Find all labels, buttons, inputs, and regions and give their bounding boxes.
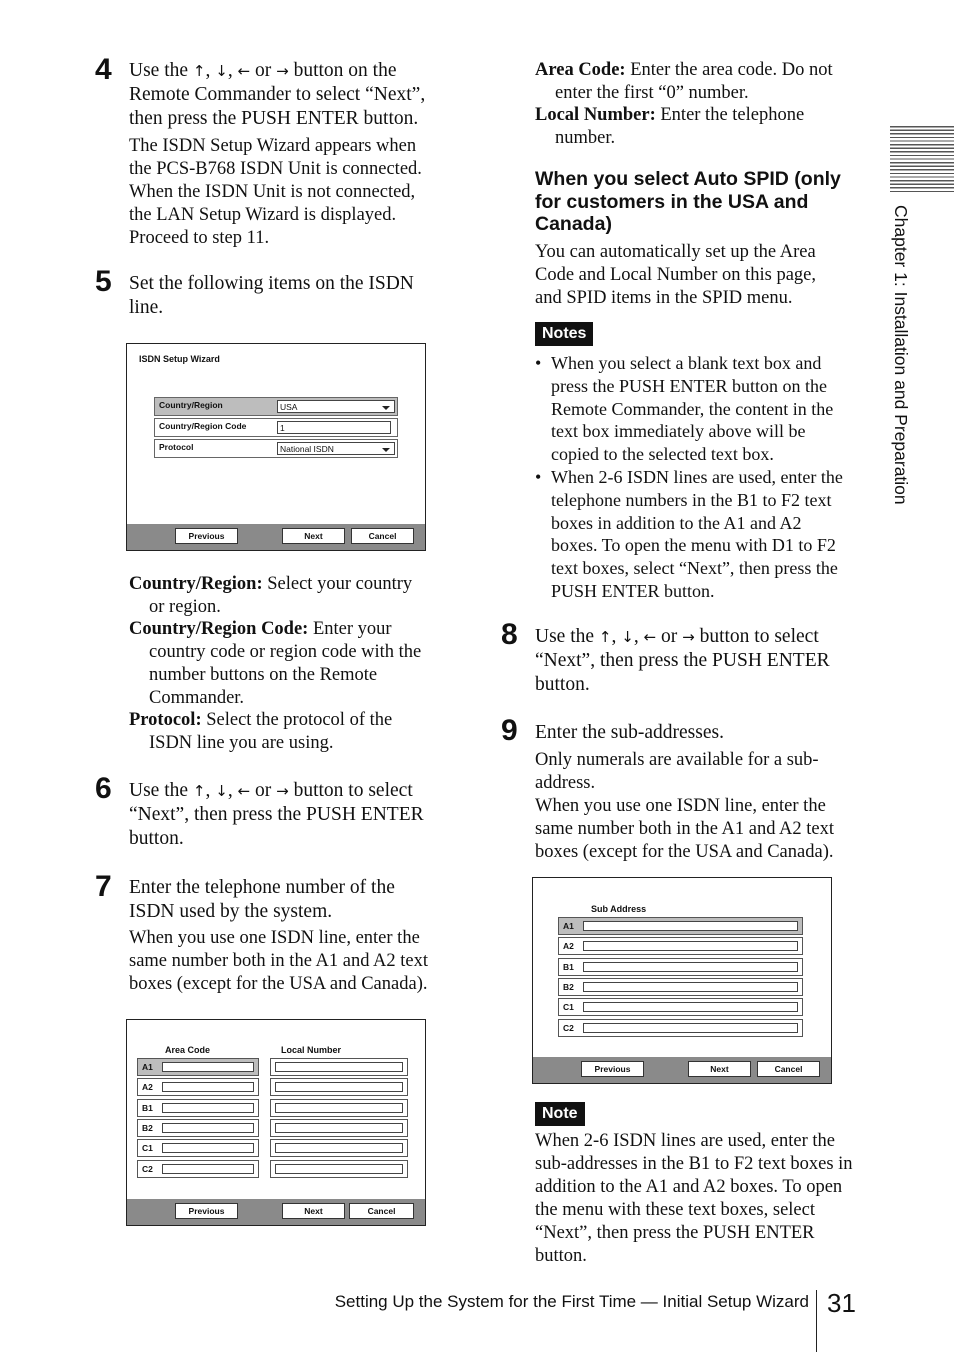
left-arrow-icon: ←	[643, 628, 657, 646]
sub-address-row[interactable]	[558, 1019, 803, 1037]
step-8: Use the ↑, ↓, ← or → button to select “Next”, then press the PUSH ENTER button.	[535, 626, 830, 695]
local-number-input[interactable]	[275, 1103, 403, 1113]
note-badge: Note	[535, 1102, 585, 1126]
country-region-code-input[interactable]: 1	[277, 421, 391, 434]
row-label: A2	[563, 941, 574, 952]
row-label: A1	[142, 1062, 153, 1072]
area-code-input[interactable]	[162, 1062, 254, 1072]
row-label: B1	[142, 1102, 153, 1113]
step-7: Enter the telephone number of the ISDN used by the system. When you use one ISDN line, enter the same number both in the A1 and A2 text boxes (except for the USA and Canada).	[129, 877, 429, 994]
sub-address-row[interactable]	[558, 958, 803, 976]
area-code-input[interactable]	[162, 1143, 254, 1153]
area-code-input[interactable]	[162, 1164, 254, 1174]
sub-address-row[interactable]	[558, 978, 803, 996]
previous-button[interactable]: Previous	[175, 528, 238, 544]
area-code-header: Area Code	[165, 1045, 211, 1055]
step-4: Use the ↑, ↓, ← or → button on the Remote Commander to select “Next”, then press the PUSH ENTER button. The ISDN Setup Wizard appears when the PCS-B768 ISDN Unit is connected. When the ISDN Unit is not connected, the LAN Setup Wizard is displayed. Proceed to step 11.	[129, 60, 426, 248]
sub-address-input[interactable]	[583, 982, 798, 992]
down-arrow-icon: ↓	[215, 62, 228, 80]
area-code-row[interactable]	[137, 1139, 259, 1157]
local-number-row[interactable]	[270, 1078, 408, 1096]
sub-address-row[interactable]	[558, 998, 803, 1016]
down-arrow-icon: ↓	[215, 782, 228, 800]
next-button[interactable]: Next	[688, 1061, 751, 1077]
next-button[interactable]: Next	[282, 1203, 345, 1219]
local-number-input[interactable]	[275, 1143, 403, 1153]
step-number-4: 4	[95, 53, 112, 86]
local-number-row[interactable]	[270, 1099, 408, 1117]
auto-spid-section: When you select Auto SPID (only for customers in the USA and Canada) You can automatically set up the Area Code and Local Number on this page, and SPID items in the SPID menu.	[535, 168, 865, 310]
local-number-row[interactable]	[270, 1119, 408, 1137]
down-arrow-icon: ↓	[621, 628, 634, 646]
row-label: B2	[142, 1122, 153, 1133]
note-item: • When you select a blank text box and press the PUSH ENTER button on the Remote Commander, the content in the text box immediately above will be copied to the selected text box.	[535, 352, 865, 466]
sub-address-header: Sub Address	[591, 904, 647, 914]
row-label: A1	[563, 921, 574, 931]
step-5-definitions: Country/Region: Select your country or region. Country/Region Code: Enter your country code or region code with the number buttons on the Remote Commander. Protocol: Select the protocol of the ISDN line you are using.	[129, 574, 422, 753]
auto-spid-heading: When you select Auto SPID (only	[535, 168, 841, 190]
country-region-select[interactable]: USA	[277, 400, 395, 413]
cancel-button[interactable]: Cancel	[349, 1203, 414, 1219]
previous-button[interactable]: Previous	[175, 1203, 238, 1219]
page-number: 31	[827, 1288, 856, 1318]
chevron-down-icon	[382, 448, 390, 452]
up-arrow-icon: ↑	[598, 628, 612, 646]
dialog-footer	[127, 524, 425, 550]
area-code-input[interactable]	[162, 1123, 254, 1133]
area-local-definitions: Area Code: Enter the area code. Do not enter the first “0” number. Local Number: Enter the telephone number.	[535, 60, 833, 149]
sub-address-row[interactable]	[558, 917, 803, 935]
notes-section	[535, 322, 865, 603]
local-number-input[interactable]	[275, 1164, 403, 1174]
right-arrow-icon: →	[682, 628, 695, 646]
area-code-row[interactable]	[137, 1078, 259, 1096]
next-button[interactable]: Next	[282, 528, 345, 544]
row-label: C2	[563, 1022, 574, 1033]
step-9: Enter the sub-addresses. Only numerals are available for a sub- address. When you use one ISDN line, enter the same number both in the A1 and A2 text boxes (except for the USA and Canada).	[535, 722, 835, 862]
step-number-8: 8	[501, 618, 518, 651]
row-label: B2	[563, 981, 574, 992]
step-5: Set the following items on the ISDN line.	[129, 273, 414, 318]
chevron-down-icon	[382, 406, 390, 410]
local-number-row[interactable]	[270, 1058, 408, 1076]
telephone-number-dialog	[126, 1019, 426, 1226]
cancel-button[interactable]: Cancel	[351, 528, 414, 544]
protocol-row[interactable]: Protocol National ISDN	[154, 439, 398, 458]
country-region-row[interactable]: Country/Region USA	[154, 397, 398, 416]
local-number-row[interactable]	[270, 1139, 408, 1157]
sub-address-input[interactable]	[583, 962, 798, 972]
right-arrow-icon: →	[276, 62, 289, 80]
step-6: Use the ↑, ↓, ← or → button to select “Next”, then press the PUSH ENTER button.	[129, 780, 424, 849]
sub-address-row[interactable]	[558, 937, 803, 955]
local-number-input[interactable]	[275, 1082, 403, 1092]
step-number-9: 9	[501, 714, 518, 747]
previous-button[interactable]: Previous	[581, 1061, 644, 1077]
area-code-row[interactable]	[137, 1119, 259, 1137]
row-label: A2	[142, 1082, 153, 1093]
area-code-input[interactable]	[162, 1082, 254, 1092]
sub-address-input[interactable]	[583, 1002, 798, 1012]
sub-address-input[interactable]	[583, 941, 798, 951]
sub-address-dialog	[532, 877, 832, 1084]
row-label: C2	[142, 1163, 153, 1174]
note-section: Note When 2-6 ISDN lines are used, enter the sub-addresses in the B1 to F2 text boxes in addition to the A1 and A2 boxes. To open the menu with these text boxes, select “Next”, then press the PUSH ENTER button.	[535, 1102, 870, 1268]
area-code-input[interactable]	[162, 1103, 254, 1113]
left-arrow-icon: ←	[237, 62, 251, 80]
dialog-title: ISDN Setup Wizard	[139, 354, 220, 364]
protocol-select[interactable]: National ISDN	[277, 442, 395, 455]
dialog-footer	[127, 1199, 425, 1225]
sub-address-input[interactable]	[583, 921, 798, 931]
area-code-row[interactable]	[137, 1099, 259, 1117]
footer-divider	[816, 1290, 817, 1352]
row-label: C1	[563, 1002, 574, 1013]
area-code-row[interactable]	[137, 1058, 259, 1076]
cancel-button[interactable]: Cancel	[757, 1061, 820, 1077]
chapter-tab-stripes	[890, 126, 954, 194]
step-number-6: 6	[95, 772, 112, 805]
step-number-5: 5	[95, 265, 112, 298]
sub-address-input[interactable]	[583, 1023, 798, 1033]
row-label: B1	[563, 961, 574, 972]
up-arrow-icon: ↑	[192, 62, 206, 80]
isdn-setup-wizard-dialog	[126, 343, 426, 551]
dialog-footer	[533, 1057, 831, 1083]
notes-badge: Notes	[535, 322, 593, 346]
up-arrow-icon: ↑	[192, 782, 206, 800]
note-item: • When 2-6 ISDN lines are used, enter the telephone numbers in the B1 to F2 text boxes in addition to the A1 and A2 boxes. To open the menu with D1 to F2 text boxes, select “Next”, then press the PUSH ENTER button.	[535, 466, 865, 603]
local-number-input[interactable]	[275, 1062, 403, 1072]
area-code-row[interactable]	[137, 1160, 259, 1178]
local-number-input[interactable]	[275, 1123, 403, 1133]
local-number-header: Local Number	[281, 1045, 342, 1055]
right-arrow-icon: →	[276, 782, 289, 800]
left-arrow-icon: ←	[237, 782, 251, 800]
country-region-code-row[interactable]: Country/Region Code 1	[154, 418, 398, 437]
step-number-7: 7	[95, 870, 112, 903]
local-number-row[interactable]	[270, 1160, 408, 1178]
row-label: C1	[142, 1143, 153, 1154]
footer-title: Setting Up the System for the First Time — Initial Setup Wizard	[334, 1292, 809, 1311]
chapter-side-label: Chapter 1: Installation and Preparation	[891, 205, 911, 505]
